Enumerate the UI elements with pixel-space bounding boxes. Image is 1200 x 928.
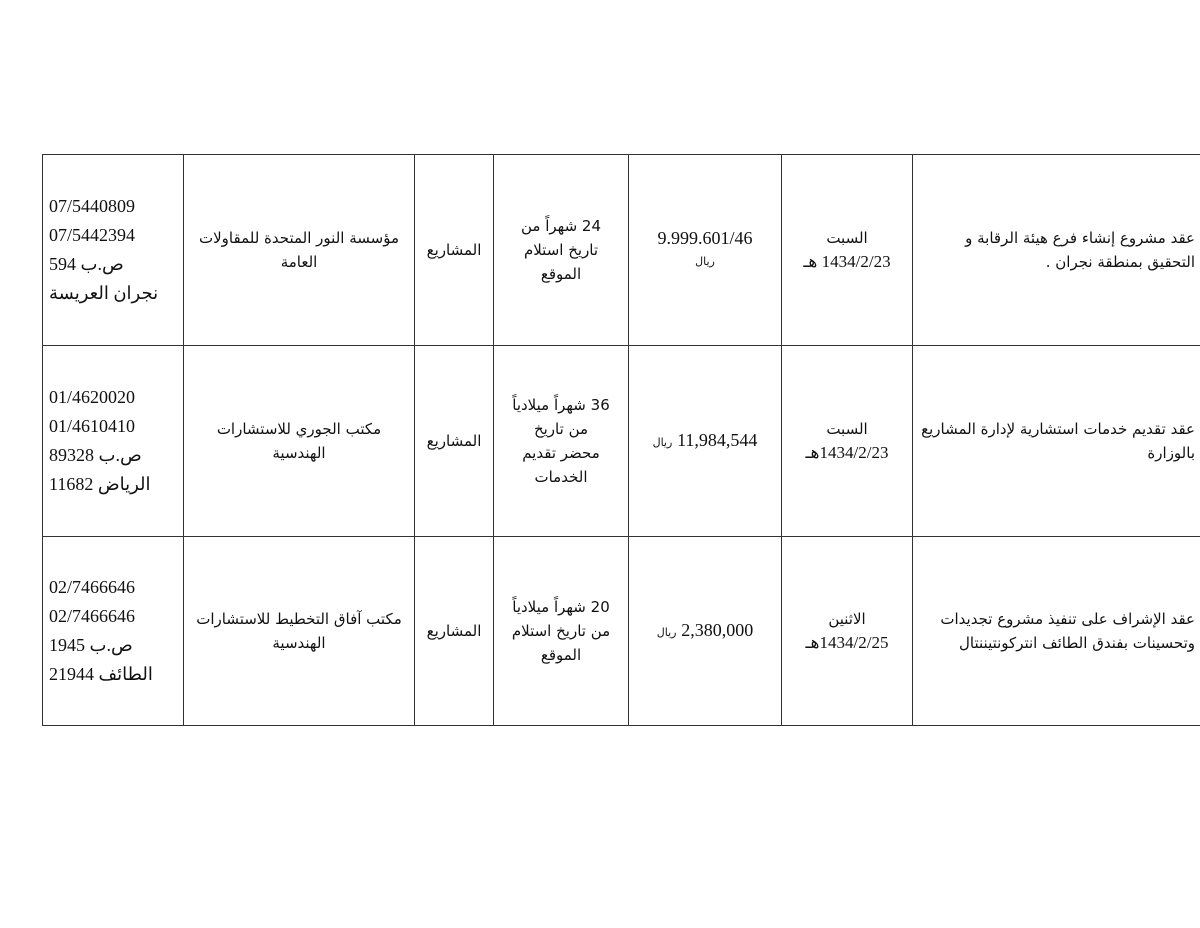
signing-date: 1434/2/23 هـ [803, 252, 891, 271]
contractor-name: العامة [280, 253, 318, 271]
signing-date-cell [782, 155, 913, 346]
department-cell [415, 346, 494, 537]
contractor-name: مكتب الجوري للاستشارات [216, 420, 382, 438]
contract-title-cell [913, 155, 1200, 346]
contact-cell [43, 346, 184, 537]
po-box: ص.ب 594 [49, 254, 124, 274]
duration-line: 20 شهراً ميلادياً [512, 598, 610, 616]
signing-date: 1434/2/23هـ [805, 443, 889, 462]
department-name: المشاريع [426, 241, 482, 259]
duration-line: الموقع [540, 265, 582, 283]
contract-value-cell [629, 155, 782, 346]
contract-title: عقد مشروع إنشاء فرع هيئة الرقابة و التحقيق بمنطقة نجران . [965, 229, 1195, 271]
signing-date: 1434/2/25هـ [805, 633, 889, 652]
contract-title-cell [913, 537, 1200, 726]
signing-day: السبت [826, 229, 868, 247]
signing-date-cell [782, 346, 913, 537]
contractor-name: مكتب آفاق التخطيط للاستشارات [196, 610, 402, 628]
department-name: المشاريع [426, 432, 482, 450]
po-box: ص.ب 1945 [49, 635, 133, 655]
duration-line: من تاريخ [533, 420, 589, 438]
duration-line: تاريخ استلام [523, 241, 599, 259]
contractor-name: مؤسسة النور المتحدة للمقاولات [199, 229, 399, 247]
contractor-cell [184, 155, 415, 346]
duration-line: من تاريخ استلام [511, 622, 611, 640]
currency-label: ريال [652, 435, 673, 449]
duration-line: 24 شهراً من [520, 217, 601, 235]
duration-cell [494, 155, 629, 346]
contact-cell [43, 537, 184, 726]
contract-value-cell [629, 346, 782, 537]
phone-number: 07/5440809 [49, 196, 136, 216]
contractor-name: الهندسية [272, 634, 326, 652]
contractor-cell [184, 346, 415, 537]
contact-cell [43, 155, 184, 346]
contract-title: عقد الإشراف على تنفيذ مشروع تجديدات وتحسينات بفندق الطائف انتركونتيننتال [940, 610, 1195, 652]
signing-day: الاثنين [828, 610, 866, 628]
signing-date-cell [782, 537, 913, 726]
currency-label: ريال [695, 255, 715, 268]
phone-number: 01/4620020 [49, 387, 136, 407]
contracts-table [42, 154, 1200, 726]
duration-cell [494, 346, 629, 537]
contract-value: 2,380,000 [681, 619, 754, 640]
contract-title: عقد تقديم خدمات استشارية لإدارة المشاريع بالوزارة [921, 420, 1195, 462]
table-row [43, 155, 1200, 346]
contract-value-cell [629, 537, 782, 726]
phone-number: 07/5442394 [49, 225, 136, 245]
contract-title-cell [913, 346, 1200, 537]
currency-label: ريال [656, 625, 677, 639]
po-box: ص.ب 89328 [49, 445, 142, 465]
department-cell [415, 155, 494, 346]
duration-line: الخدمات [534, 468, 588, 486]
phone-number: 01/4610410 [49, 416, 136, 436]
signing-day: السبت [826, 420, 868, 438]
duration-line: محضر تقديم [522, 444, 600, 462]
phone-number: 02/7466646 [49, 577, 136, 597]
city-postal: نجران العريسة [49, 283, 159, 303]
department-name: المشاريع [426, 622, 482, 640]
contract-value: 9.999.601/46 [657, 228, 753, 248]
contractor-cell [184, 537, 415, 726]
contractor-name: الهندسية [272, 444, 326, 462]
table-row [43, 537, 1200, 726]
department-cell [415, 537, 494, 726]
contract-value: 11,984,544 [677, 429, 758, 450]
phone-number: 02/7466646 [49, 606, 136, 626]
table-row [43, 346, 1200, 537]
duration-line: 36 شهراً ميلادياً [512, 396, 610, 414]
duration-cell [494, 537, 629, 726]
city-postal: الطائف 21944 [49, 664, 153, 684]
city-postal: الرياض 11682 [49, 474, 151, 494]
duration-line: الموقع [540, 646, 582, 664]
